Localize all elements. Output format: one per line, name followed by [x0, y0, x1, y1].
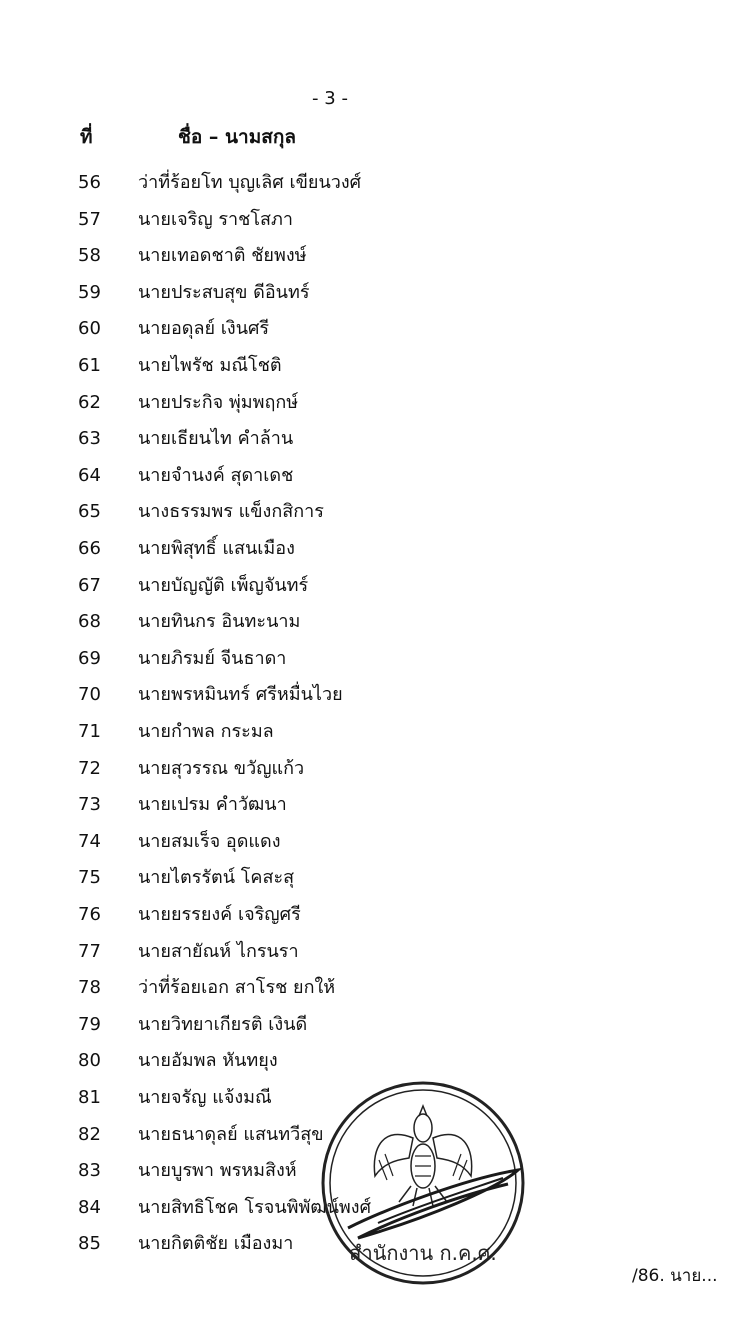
row-full-name: นายวิทยาเกียรติ เงินดี: [138, 1013, 308, 1035]
row-number: 81: [78, 1087, 101, 1108]
row-number: 61: [78, 355, 101, 376]
list-row: [0, 534, 738, 564]
row-full-name: นายเจริญ ราชโสภา: [138, 208, 294, 230]
list-row: [0, 461, 738, 491]
list-row: [0, 973, 738, 1003]
list-row: [0, 571, 738, 601]
row-full-name: นายสิทธิโชค โรจนพิพัฒน์พงศ์: [138, 1196, 372, 1218]
row-full-name: นายเทอดชาติ ชัยพงษ์: [138, 245, 307, 267]
row-full-name: นายยรรยงค์ เจริญศรี: [138, 904, 301, 925]
row-number: 83: [78, 1160, 101, 1182]
row-number: 56: [78, 172, 101, 193]
list-row: [0, 754, 738, 784]
list-row: [0, 168, 738, 198]
row-full-name: นายไพรัช มณีโชติ: [138, 355, 282, 376]
row-number: 66: [78, 538, 101, 559]
row-full-name: นายจรัญ แจ้งมณี: [138, 1087, 272, 1108]
list-row: [0, 717, 738, 747]
list-row: [0, 863, 738, 893]
row-full-name: นายประสบสุข ดีอินทร์: [138, 281, 310, 303]
list-row: [0, 388, 738, 418]
list-row: [0, 1193, 738, 1223]
list-row: [0, 497, 738, 527]
row-full-name: นายเปรม คำวัฒนา: [138, 794, 287, 816]
list-row: [0, 827, 738, 857]
number-column-header: ที่: [80, 126, 93, 148]
row-full-name: นายไตรรัตน์ โคสะสุ: [138, 867, 295, 889]
name-column-header: ชื่อ – นามสกุล: [178, 126, 296, 148]
row-number: 84: [78, 1196, 101, 1218]
row-number: 76: [78, 904, 101, 925]
row-full-name: นายทินกร อินทะนาม: [138, 611, 301, 633]
seal-label: สำนักงาน ก.ค.ศ.: [349, 1241, 497, 1265]
row-full-name: นายอัมพล หันทยุง: [138, 1050, 278, 1072]
list-row: [0, 424, 738, 454]
list-row: [0, 1120, 738, 1150]
row-full-name: นายบูรพา พรหมสิงห์: [138, 1160, 297, 1182]
row-full-name: นายสมเร็จ อุดแดง: [138, 830, 281, 852]
list-row: [0, 900, 738, 930]
list-row: [0, 607, 738, 637]
row-number: 62: [78, 391, 101, 413]
row-number: 57: [78, 208, 101, 230]
list-row: [0, 680, 738, 710]
list-row: [0, 1229, 738, 1259]
row-full-name: นายภิรมย์ จีนธาดา: [138, 647, 287, 669]
row-number: 74: [78, 830, 101, 852]
row-full-name: นายธนาดุลย์ แสนทวีสุข: [138, 1123, 324, 1145]
row-full-name: ว่าที่ร้อยเอก สาโรช ยกให้: [138, 977, 336, 999]
list-row: [0, 1010, 738, 1040]
continuation-note: /86. นาย...: [632, 1266, 718, 1286]
row-number: 58: [78, 245, 101, 267]
row-number: 72: [78, 757, 101, 779]
row-number: 78: [78, 977, 101, 999]
row-number: 59: [78, 281, 101, 303]
row-number: 85: [78, 1233, 101, 1255]
row-number: 71: [78, 721, 101, 742]
row-number: 68: [78, 611, 101, 633]
row-number: 64: [78, 464, 101, 486]
row-full-name: นายกำพล กระมล: [138, 721, 274, 742]
row-full-name: นายพิสุทธิ์ แสนเมือง: [138, 538, 295, 559]
row-full-name: นายอดุลย์ เงินศรี: [138, 318, 270, 340]
row-full-name: ว่าที่ร้อยโท บุญเลิศ เขียนวงศ์: [138, 172, 362, 193]
list-row: [0, 205, 738, 235]
list-row: [0, 790, 738, 820]
row-number: 67: [78, 574, 101, 596]
row-full-name: นายพรหมินทร์ ศรีหมื่นไวย: [138, 684, 343, 706]
row-full-name: นายบัญญัติ เพ็ญจันทร์: [138, 574, 309, 596]
list-row: [0, 314, 738, 344]
table-header: [0, 122, 738, 152]
row-number: 63: [78, 428, 101, 450]
list-row: [0, 351, 738, 381]
row-full-name: นายจำนงค์ สุดาเดช: [138, 464, 294, 486]
row-number: 65: [78, 501, 101, 523]
page-number: - 3 -: [312, 88, 348, 109]
list-row: [0, 644, 738, 674]
row-number: 73: [78, 794, 101, 816]
row-number: 60: [78, 318, 101, 340]
list-row: [0, 278, 738, 308]
row-number: 69: [78, 647, 101, 669]
list-row: [0, 1083, 738, 1113]
row-full-name: นายเธียนไท คำล้าน: [138, 428, 294, 450]
row-number: 80: [78, 1050, 101, 1072]
list-row: [0, 937, 738, 967]
row-full-name: นายสุวรรณ ขวัญแก้ว: [138, 757, 305, 779]
row-full-name: นายประกิจ พุ่มพฤกษ์: [138, 391, 299, 413]
row-number: 70: [78, 684, 101, 706]
list-row: [0, 1046, 738, 1076]
row-full-name: นายสายัณห์ ไกรนรา: [138, 940, 299, 962]
row-number: 79: [78, 1013, 101, 1035]
row-full-name: นายกิตติชัย เมืองมา: [138, 1233, 294, 1255]
row-full-name: นางธรรมพร แข็งกสิการ: [138, 501, 324, 523]
list-row: [0, 1156, 738, 1186]
row-number: 77: [78, 940, 101, 962]
row-number: 82: [78, 1123, 101, 1145]
list-row: [0, 241, 738, 271]
row-number: 75: [78, 867, 101, 889]
